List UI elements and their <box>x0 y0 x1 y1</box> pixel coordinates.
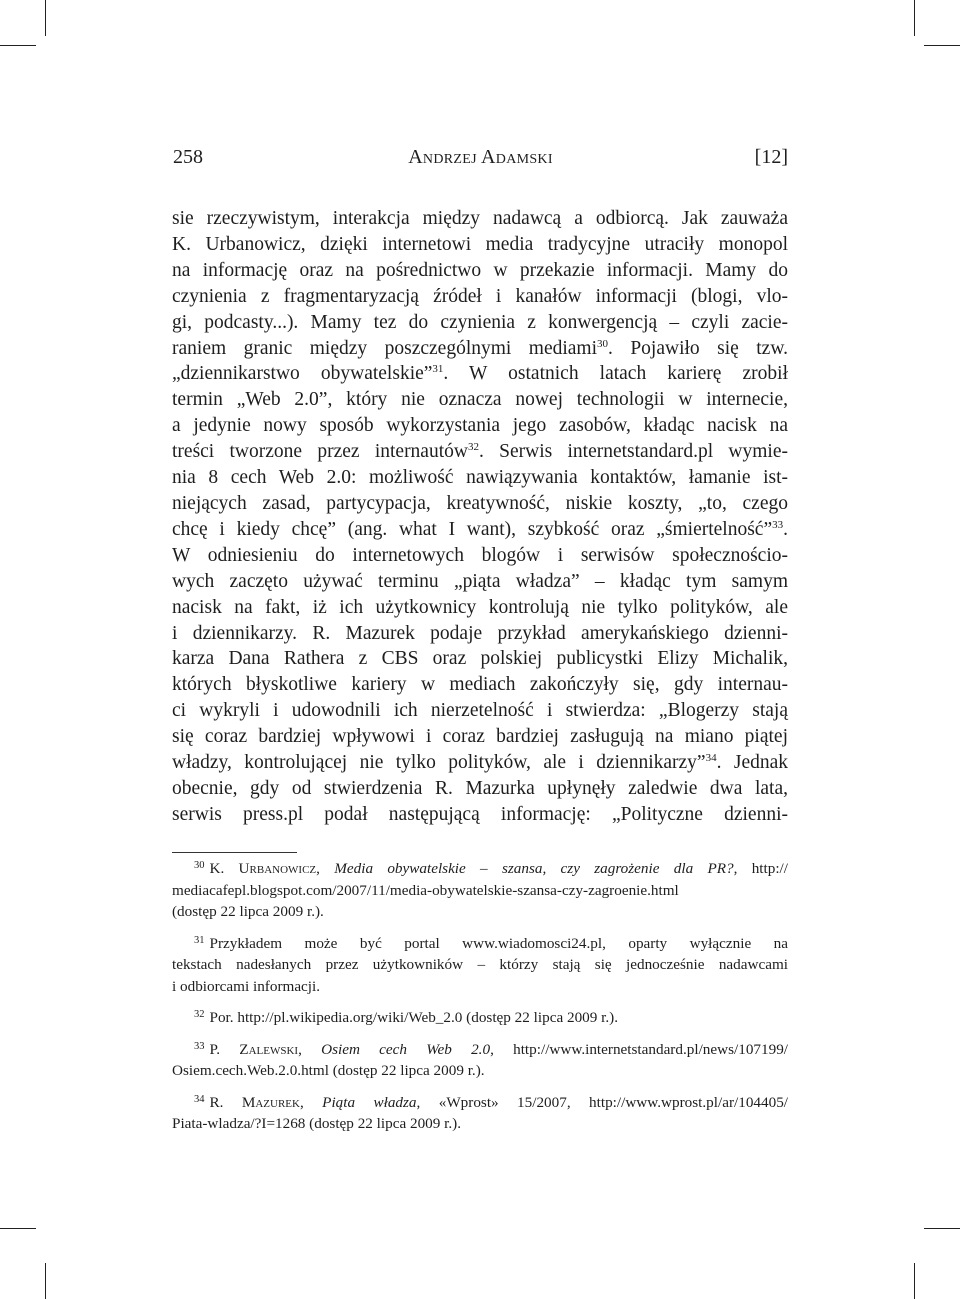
text-span: . Serwis internetstandard.pl wymie- <box>478 441 788 463</box>
footnote-author: K. Urbanowicz <box>209 860 317 877</box>
text-line: nia 8 cech Web 2.0: możliwość nawiązywania kontaktów, łamanie ist- <box>172 467 788 489</box>
text-line <box>172 361 788 387</box>
text-line: obecnie, gdy od stwierdzenia R. Mazurka upłynęły zaledwie dwa lata, <box>172 777 788 799</box>
text-span: . Jednak <box>716 752 789 774</box>
crop-mark <box>0 45 36 46</box>
footnote-number: 31 <box>194 934 205 946</box>
footnotes <box>172 858 788 1145</box>
footnote-link[interactable]: , «Wprost» 15/2007, http://www.wprost.pl/ar/104405/ <box>416 1093 789 1111</box>
footnote-34: $^{34}$ R. Mazurek, Piąta władza, «Wprost» 15/2007, http://www.wprost.pl/ar/104405/ Piata-wladza/?I=1268 (dostęp 22 lipca 2009 r.). <box>172 1092 788 1135</box>
footnote-author: P. Zalewski <box>209 1040 299 1058</box>
text-line <box>172 336 788 362</box>
footnote-32 <box>172 1007 788 1029</box>
footnote-author: R. Mazurek <box>209 1093 300 1111</box>
crop-mark <box>924 45 960 46</box>
footnote-ref[interactable]: 30 <box>597 337 609 350</box>
text-line: nacisk na fakt, iż ich użytkownicy kontrolują nie tylko polityków, ale <box>172 596 788 618</box>
footnote-text: Przykładem może być portal www.wiadomosci24.pl, oparty wyłącznie na <box>209 934 788 952</box>
crop-mark <box>45 0 46 36</box>
text-line: termin „Web 2.0”, który nie oznacza nowej technologii w internecie, <box>172 389 788 411</box>
footnote-ref[interactable]: 33 <box>772 518 784 531</box>
text-span: . <box>783 518 788 540</box>
text-line: gi, podcasty...). Mamy tez do czynienia z konwergencją – czyli zacie- <box>172 311 788 333</box>
text-line <box>172 517 788 543</box>
crop-mark <box>0 1228 36 1229</box>
crop-mark <box>914 1263 915 1299</box>
crop-mark <box>914 0 915 36</box>
text-line: się coraz bardziej wpływowi i coraz bardziej zasługują na miano piątej <box>172 726 788 748</box>
footnote-text: tekstach nadesłanych przez użytkowników – którzy stają się jednocześnie nadawcami <box>172 956 788 973</box>
text-line: i dziennikarzy. R. Mazurek podaje przykład amerykańskiego dzienni- <box>172 622 788 644</box>
footnote-text: (dostęp 22 lipca 2009 r.). <box>172 903 324 920</box>
footnote-link[interactable]: , http://www.internetstandard.pl/news/107199/ <box>490 1040 789 1058</box>
footnote-number: 30 <box>194 860 205 871</box>
text-span: . Pojawiło się tzw. <box>608 337 789 359</box>
text-span: „dziennikarstwo obywatelskie” <box>172 363 433 385</box>
footnote-text[interactable]: , http:// <box>733 860 788 877</box>
text-line: na informację oraz na pośrednictwo w przekazie informacji. Mamy do <box>172 259 788 281</box>
text-line: których błyskotliwe kariery w mediach zakończyły się, gdy internau- <box>172 674 788 696</box>
text-line: czynienia z fragmentaryzacją źródeł i kanałów informacji (blogi, vlo- <box>172 285 788 307</box>
running-author: Andrzej Adamski <box>408 146 553 168</box>
section-number: [12] <box>754 146 788 168</box>
footnote-link[interactable]: mediacafepl.blogspot.com/2007/11/media-obywatelskie-szansa-czy-zagroenie.html <box>172 881 679 899</box>
footnote-ref[interactable]: 32 <box>467 441 479 454</box>
footnote-link[interactable]: Por. http://pl.wikipedia.org/wiki/Web_2.0 (dostęp 22 lipca 2009 r.). <box>209 1009 619 1026</box>
text-line: karza Dana Rathera z CBS oraz polskiej publicystki Elizy Michalik, <box>172 648 788 670</box>
page-number: 258 <box>173 146 203 168</box>
footnote-ref[interactable]: 34 <box>705 752 717 765</box>
running-header <box>173 146 788 176</box>
text-line <box>172 750 788 776</box>
text-span: treści tworzone przez internautów <box>172 441 468 463</box>
text-line: a jedynie nowy sposób wykorzystania jego zasobów, kładąc nacisk na <box>172 415 788 437</box>
text-line: serwis press.pl podał następującą informację: „Polityczne dzienni- <box>172 803 788 825</box>
text-line: W odniesieniu do internetowych blogów i serwisów społecznościo- <box>172 544 788 566</box>
text-line <box>172 439 788 465</box>
text-line: sie rzeczywistym, interakcja między nadawcą a odbiorcą. Jak zauważa <box>172 208 788 229</box>
crop-mark <box>45 1263 46 1299</box>
footnote-separator <box>172 852 297 853</box>
footnote-number: 32 <box>194 1009 205 1020</box>
footnote-title: Media obywatelskie – szansa, czy zagrożenie dla PR? <box>334 860 734 877</box>
body-text <box>172 206 788 828</box>
footnote-text: i odbiorcami informacji. <box>172 977 321 995</box>
footnote-link[interactable]: Piata-wladza/?I=1268 (dostęp 22 lipca 2009 r.). <box>172 1115 462 1132</box>
text-span: władzy, kontrolującej nie tylko polityków, ale i dziennikarzy” <box>172 752 706 774</box>
text-span: . W ostatnich latach karierę zrobił <box>443 363 788 385</box>
text-line: wych zaczęto używać terminu „piąta władza” – kładąc tym samym <box>172 570 788 592</box>
crop-mark <box>924 1228 960 1229</box>
text-span: raniem granic między poszczególnymi mediami <box>172 337 598 359</box>
footnote-number: 33 <box>194 1040 205 1052</box>
text-line: K. Urbanowicz, dzięki internetowi media tradycyjne utraciły monopol <box>172 233 788 255</box>
text-span: chcę i kiedy chcę” (ang. what I want), szybkość oraz „śmiertelność” <box>172 518 773 540</box>
footnote-title: Piąta władza <box>322 1093 417 1111</box>
text-line: niejących zasad, partycypacja, kreatywność, niskie koszty, „to, czego <box>172 492 788 514</box>
footnote-title: Osiem cech Web 2.0 <box>321 1040 491 1058</box>
footnote-number: 34 <box>194 1093 205 1105</box>
text-line: ci wykryli i udowodnili ich nierzetelność i stwierdza: „Blogerzy stają <box>172 700 788 722</box>
footnote-ref[interactable]: 31 <box>432 363 444 376</box>
footnote-31 <box>172 933 788 998</box>
footnote-link[interactable]: Osiem.cech.Web.2.0.html (dostęp 22 lipca 2009 r.). <box>172 1062 485 1079</box>
footnote-33: $^{33}$ P. Zalewski, Osiem cech Web 2.0, http://www.internetstandard.pl/news/107199/ Osiem.cech.Web.2.0.html (dostęp 22 lipca 2009 r.). <box>172 1039 788 1082</box>
footnote-30: $^{30}$ K. Urbanowicz, Media obywatelskie – szansa, czy zagrożenie dla PR?, http:// mediacafepl.blogspot.com/2007/11/media-obywatelskie-szansa-czy-zagroenie.html (dostęp 22 lipca 2009 r.). <box>172 858 788 923</box>
